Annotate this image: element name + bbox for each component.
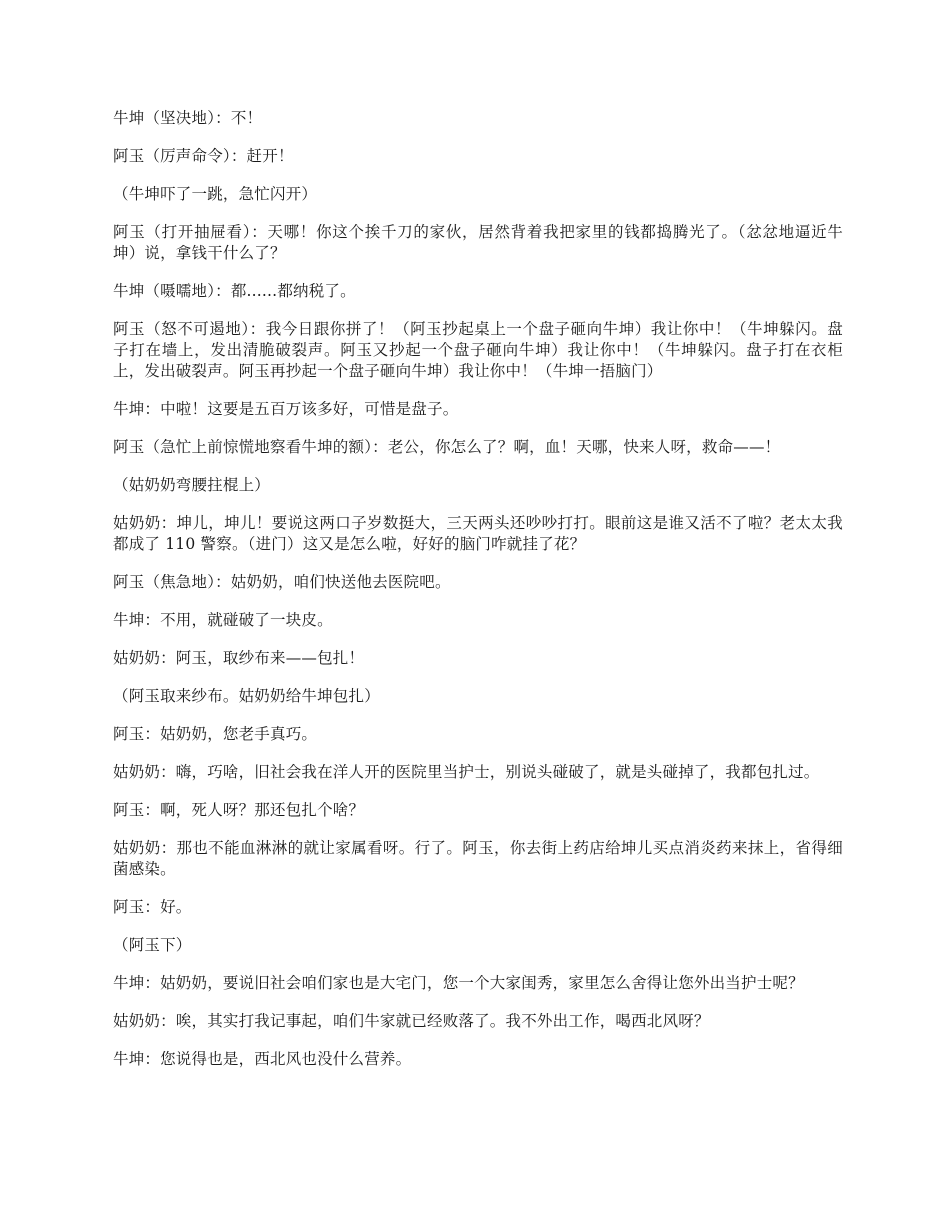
script-text-body [113, 108, 843, 1087]
dialogue-line: 牛坤：中啦！这要是五百万该多好，可惜是盘子。 [113, 400, 459, 418]
dialogue-line: 牛坤：姑奶奶，要说旧社会咱们家也是大宅门，您一个大家闺秀，家里怎么舍得让您外出当护士呢？ [113, 974, 804, 992]
dialogue-line: 阿玉（急忙上前惊慌地察看牛坤的额）：老公，你怎么了？啊，血！天哪，快来人呀，救命——！ [113, 438, 781, 456]
dialogue-line: 姑奶奶：坤儿，坤儿！要说这两口子岁数挺大，三天两头还吵吵打打。眼前这是谁又活不了啦？老太太我都成了 110 警察。（进门）这又是怎么啦，好好的脑门咋就挂了花？ [113, 514, 843, 553]
dialogue-line: 姑奶奶：那也不能血淋淋的就让家属看呀。行了。阿玉，你去街上药店给坤儿买点消炎药来抹上，省得细菌感染。 [113, 839, 843, 878]
dialogue-line: 阿玉（打开抽屉看）：天哪！你这个挨千刀的家伙，居然背着我把家里的钱都捣腾光了。（忿忿地逼近牛坤）说，拿钱干什么了？ [113, 223, 843, 262]
dialogue-line: 姑奶奶：唉，其实打我记事起，咱们牛家就已经败落了。我不外出工作，喝西北风呀？ [113, 1012, 710, 1030]
dialogue-line: 牛坤（坚决地）：不！ [113, 109, 263, 127]
dialogue-line: 阿玉（怒不可遏地）：我今日跟你拼了！（阿玉抄起桌上一个盘子砸向牛坤）我让你中！（牛坤躲闪。盘子打在墙上，发出清脆破裂声。阿玉又抄起一个盘子砸向牛坤）我让你中！（牛坤躲闪。盘子打在衣柜上，发出破裂声。阿玉再抄起一个盘子砸向牛坤）我让你中！（牛坤一捂脑门） [113, 320, 843, 380]
dialogue-line: 姑奶奶：嗨，巧啥，旧社会我在洋人开的医院里当护士，别说头碰破了，就是头碰掉了，我都包扎过。 [113, 763, 820, 781]
dialogue-line: 姑奶奶：阿玉，取纱布来——包扎！ [113, 649, 365, 667]
stage-direction: （阿玉下） [113, 936, 192, 954]
stage-direction: （牛坤吓了一跳，急忙闪开） [113, 185, 318, 203]
dialogue-line: 阿玉（焦急地）：姑奶奶，咱们快送他去医院吧。 [113, 573, 451, 591]
dialogue-line: 牛坤：不用，就碰破了一块皮。 [113, 611, 333, 629]
dialogue-line: 阿玉：啊，死人呀？那还包扎个啥？ [113, 801, 365, 819]
stage-direction: （姑奶奶弯腰拄棍上） [113, 476, 271, 494]
dialogue-line: 阿玉（厉声命令）：赶开！ [113, 147, 294, 165]
stage-direction: （阿玉取来纱布。姑奶奶给牛坤包扎） [113, 687, 380, 705]
dialogue-line: 牛坤：您说得也是，西北风也没什么营养。 [113, 1050, 412, 1068]
dialogue-line: 阿玉：姑奶奶，您老手真巧。 [113, 725, 318, 743]
dialogue-line: 阿玉：好。 [113, 898, 192, 916]
dialogue-line: 牛坤（嗫嚅地）：都......都纳税了。 [113, 282, 356, 300]
